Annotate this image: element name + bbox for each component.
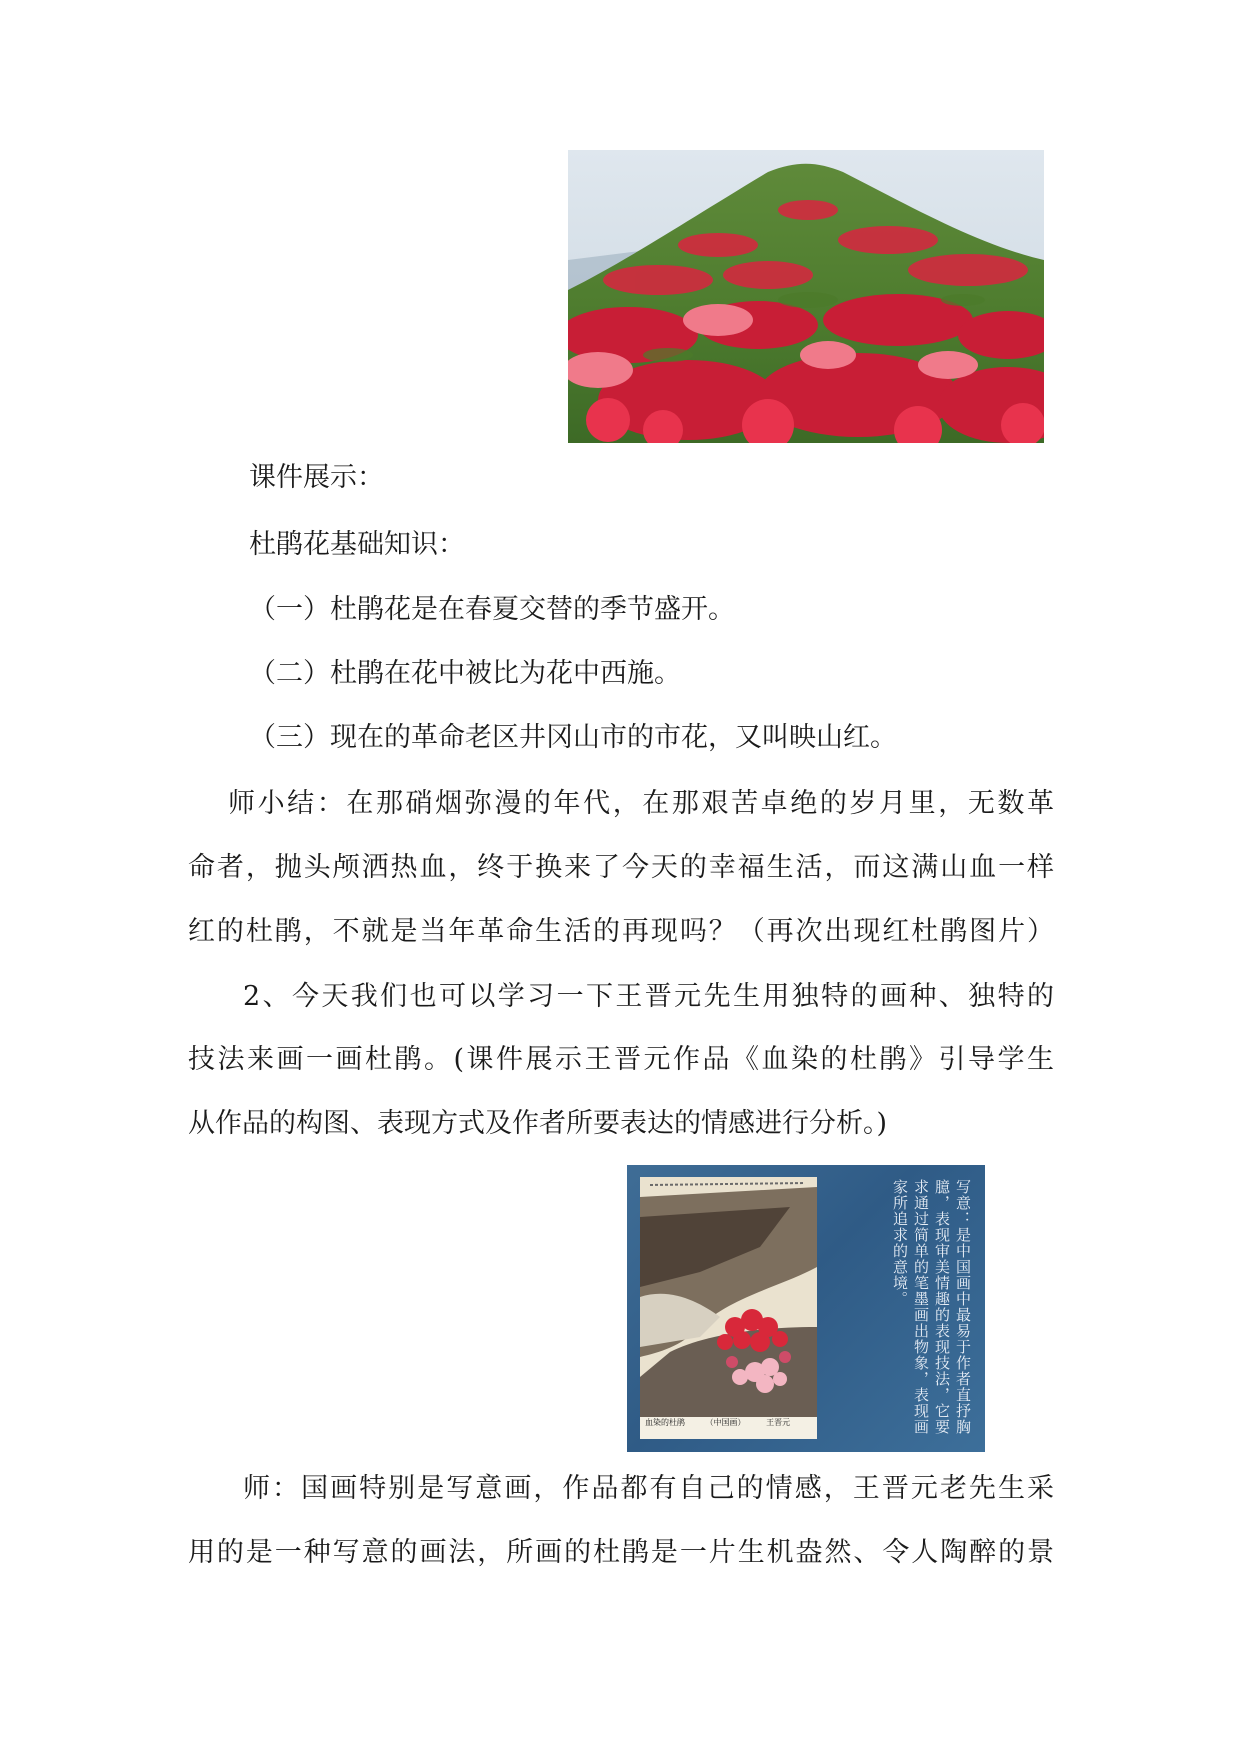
step2-line-1: 2、今天我们也可以学习一下王晋元先生用独特的画种、独特的 [243,981,1054,1012]
painting-caption [645,1418,808,1428]
freehand-definition-text: 写意：是中国画中最易于作者直抒胸臆，表现审美情趣的表现技法，它要求通过简单的笔墨画出物象，表现画家所追求的意境。 [891,1179,972,1435]
knowledge-item-2: （二）杜鹃在花中被比为花中西施。 [249,658,681,689]
knowledge-item-3: （三）现在的革命老区井冈山市的市花，又叫映山红。 [249,722,897,753]
step2-line-2: 技法来画一画杜鹃。(课件展示王晋元作品《血染的杜鹃》引导学生 [188,1044,1054,1075]
azalea-mountain-photo [568,150,1044,443]
teacher-line-2: 用的是一种写意的画法，所画的杜鹃是一片生机盎然、令人陶醉的景 [188,1537,1054,1568]
summary-line-2: 命者，抛头颅洒热血，终于换来了今天的幸福生活，而这满山血一样 [188,852,1054,883]
step2-line-3: 从作品的构图、表现方式及作者所要表达的情感进行分析。) [188,1108,888,1139]
summary-line-1: 师小结：在那硝烟弥漫的年代，在那艰苦卓绝的岁月里，无数革 [228,788,1054,819]
teacher-line-1: 师：国画特别是写意画，作品都有自己的情感，王晋元老先生采 [243,1473,1054,1504]
painting-image [640,1177,817,1439]
painting-title: 血染的杜鹃 [645,1418,685,1427]
knowledge-heading: 杜鹃花基础知识： [249,529,465,560]
painting-type: （中国画） [705,1418,746,1427]
summary-line-3: 红的杜鹃，不就是当年革命生活的再现吗？（再次出现红杜鹃图片） [188,916,1054,947]
painting-slide [627,1165,985,1452]
courseware-heading: 课件展示： [249,462,384,493]
knowledge-item-1: （一）杜鹃花是在春夏交替的季节盛开。 [249,594,735,625]
painting-author: 王晋元 [766,1418,791,1427]
